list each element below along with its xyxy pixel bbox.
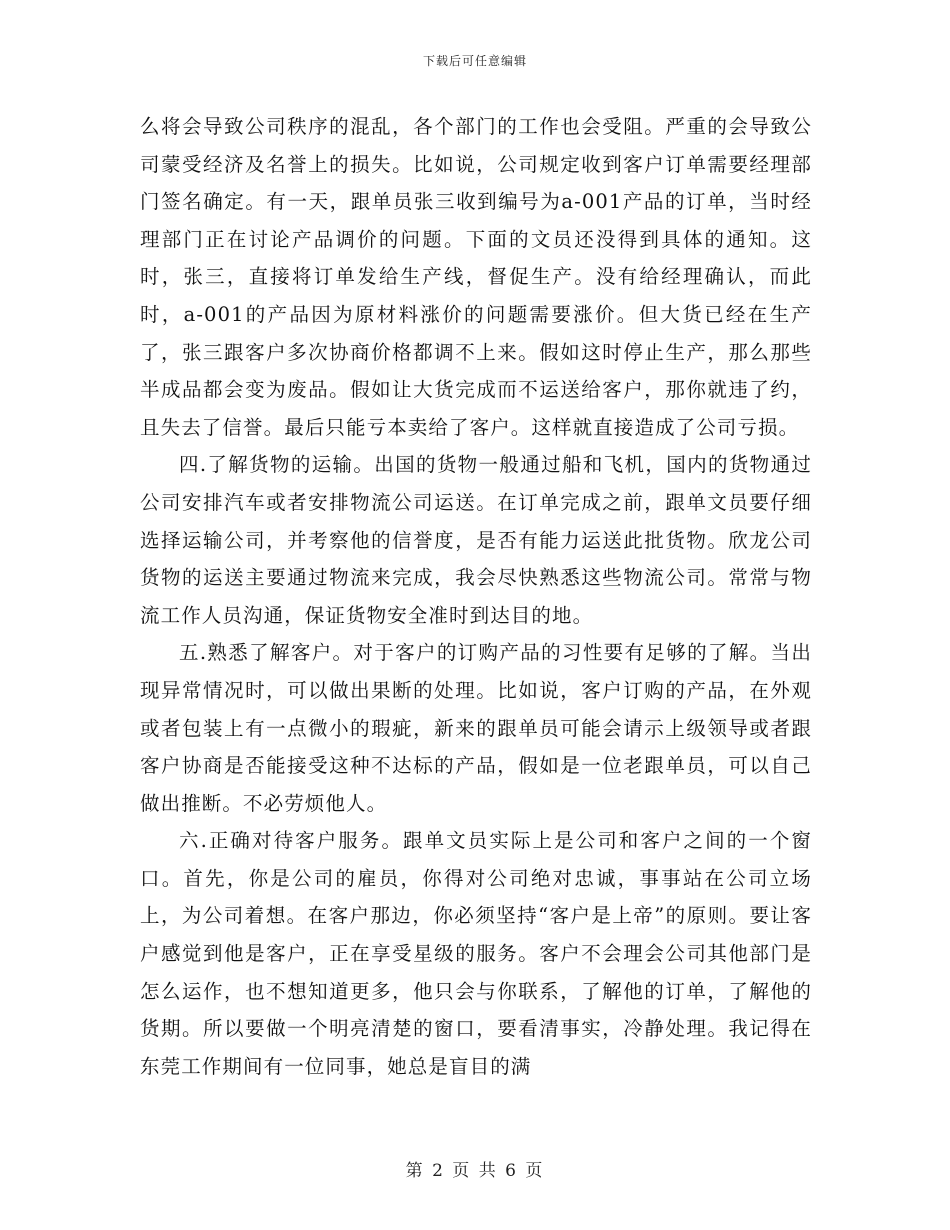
paragraph-section-6: 六.正确对待客户服务。跟单文员实际上是公司和客户之间的一个窗口。首先，你是公司的雇员，你得对公司绝对忠诚，事事站在公司立场上，为公司着想。在客户那边，你必须坚持“客户是上帝”的原则。要让客户感觉到他是客户，正在享受星级的服务。客户不会理会公司其他部门是怎么运作，也不想知道更多，他只会与你联系，了解他的订单，了解他的货期。所以要做一个明亮清楚的窗口，要看清事实，冷静处理。我记得在东莞工作期间有一位同事，她总是盲目的满 (140, 829, 812, 1078)
paragraph-continuation: 么将会导致公司秩序的混乱，各个部门的工作也会受阻。严重的会导致公司蒙受经济及名誉上的损失。比如说，公司规定收到客户订单需要经理部门签名确定。有一天，跟单员张三收到编号为a-001产品的订单，当时经理部门正在讨论产品调价的问题。下面的文员还没得到具体的通知。这时，张三，直接将订单发给生产线，督促生产。没有给经理确认，而此时，a-001的产品因为原材料涨价的问题需要涨价。但大货已经在生产了，张三跟客户多次协商价格都调不上来。假如这时停止生产，那么那些半成品都会变为废品。假如让大货完成而不运送给客户，那你就违了约，且失去了信誉。最后只能亏本卖给了客户。这样就直接造成了公司亏损。 (140, 115, 812, 439)
paragraph-section-4: 四.了解货物的运输。出国的货物一般通过船和飞机，国内的货物通过公司安排汽车或者安排物流公司运送。在订单完成之前，跟单文员要仔细选择运输公司，并考察他的信誉度，是否有能力运送此批货物。欣龙公司货物的运送主要通过物流来完成，我会尽快熟悉这些物流公司。常常与物流工作人员沟通，保证货物安全准时到达目的地。 (140, 453, 812, 627)
header-note: 下载后可任意编辑 (422, 54, 527, 68)
document-body (140, 108, 812, 1085)
paragraph-section-5: 五.熟悉了解客户。对于客户的订购产品的习性要有足够的了解。当出现异常情况时，可以做出果断的处理。比如说，客户订购的产品，在外观或者包装上有一点微小的瑕疵，新来的跟单员可能会请示上级领导或者跟客户协商是否能接受这种不达标的产品，假如是一位老跟单员，可以自己做出推断。不必劳烦他人。 (140, 641, 812, 815)
page-number-footer: 第 2 页 共 6 页 (405, 1161, 545, 1181)
